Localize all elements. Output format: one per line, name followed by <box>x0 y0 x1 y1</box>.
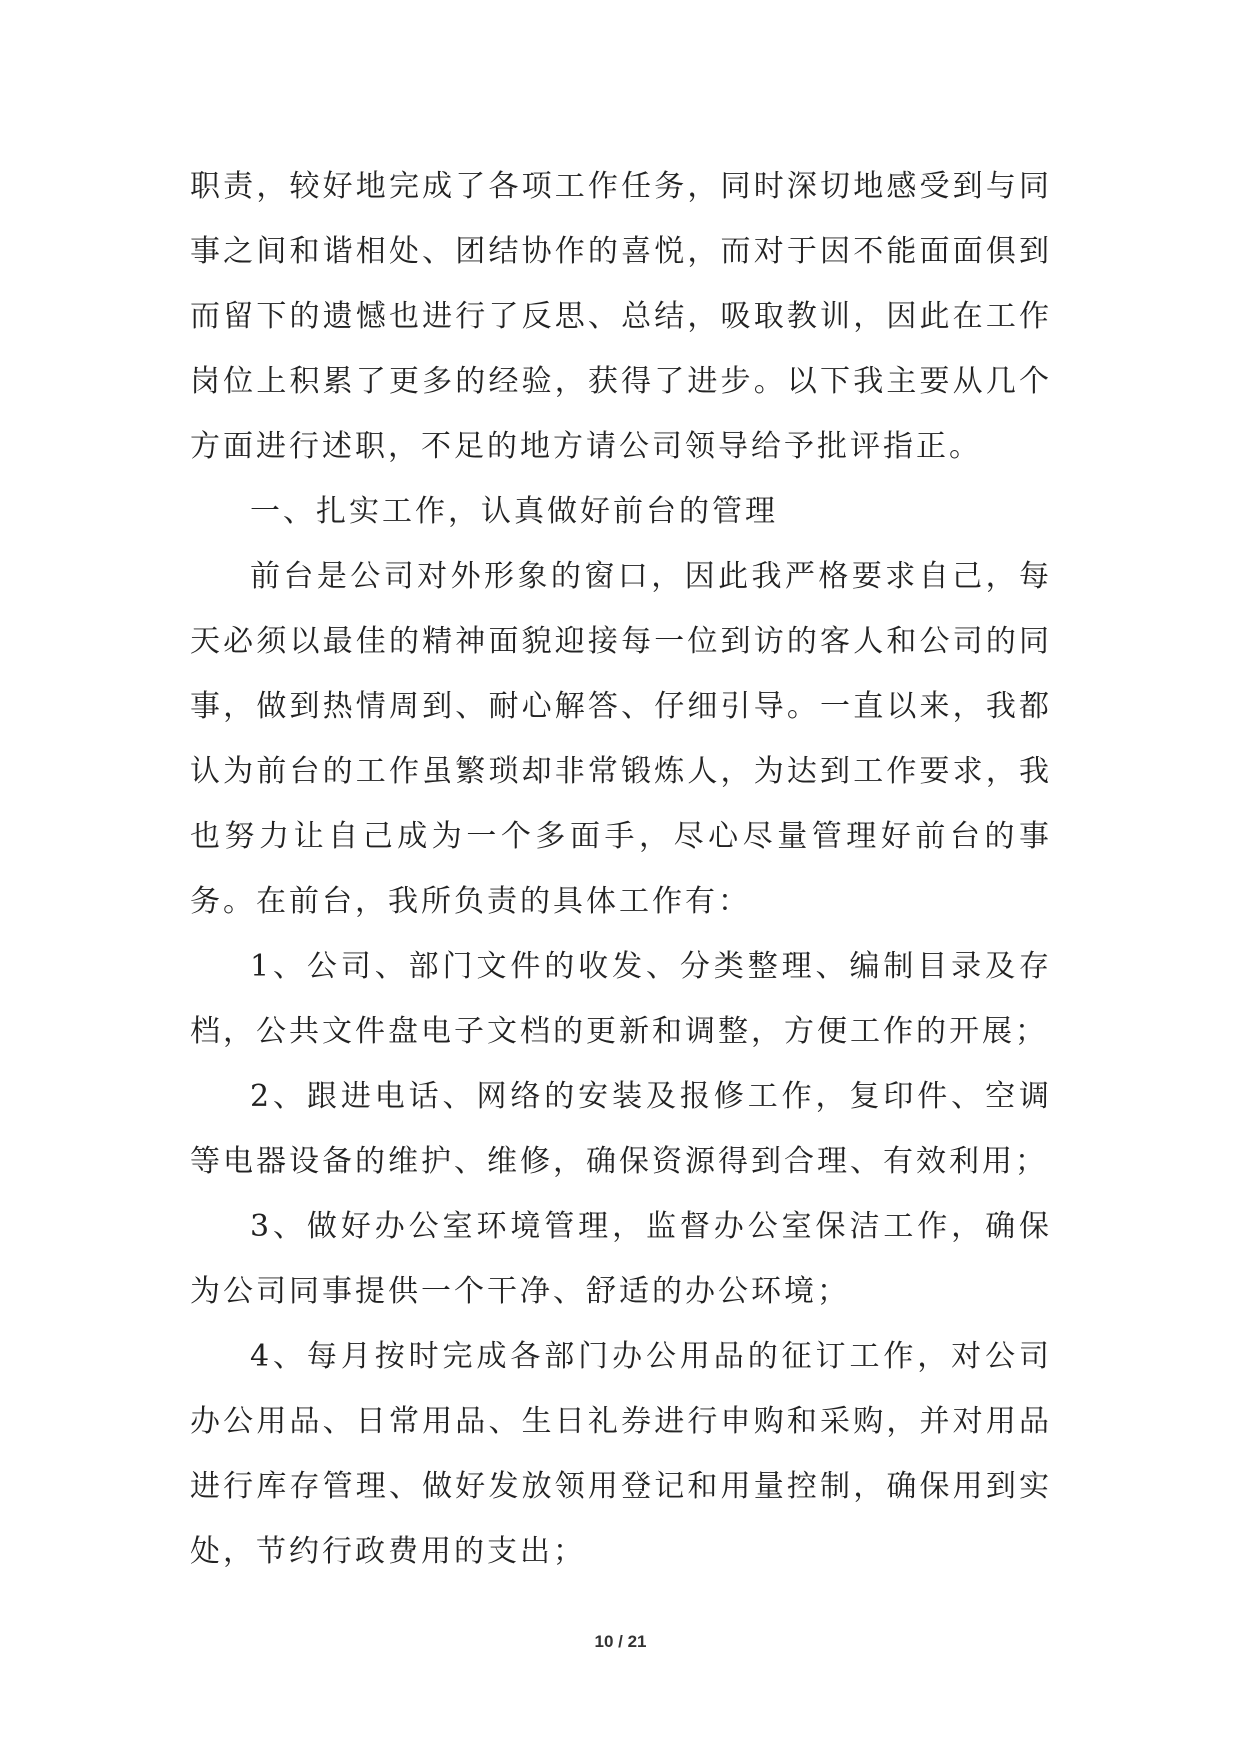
paragraph-front-desk-intro: 前台是公司对外形象的窗口，因此我严格要求自己，每天必须以最佳的精神面貌迎接每一位到访的客人和公司的同事，做到热情周到、耐心解答、仔细引导。一直以来，我都认为前台的工作虽繁琐却非常锻炼人，为达到工作要求，我也努力让自己成为一个多面手，尽心尽量管理好前台的事务。在前台，我所负责的具体工作有： <box>190 559 1052 919</box>
document-body <box>190 154 1052 1584</box>
section-heading-front-desk: 一、扎实工作，认真做好前台的管理 <box>250 494 778 529</box>
list-item-3: 3、做好办公室环境管理，监督办公室保洁工作，确保为公司同事提供一个干净、舒适的办公环境； <box>190 1209 1052 1309</box>
list-item-4: 4、每月按时完成各部门办公用品的征订工作，对公司办公用品、日常用品、生日礼券进行申购和采购，并对用品进行库存管理、做好发放领用登记和用量控制，确保用到实处，节约行政费用的支出； <box>190 1339 1052 1569</box>
page-number: 10 / 21 <box>594 1632 647 1651</box>
list-item-2: 2、跟进电话、网络的安装及报修工作，复印件、空调等电器设备的维护、维修，确保资源得到合理、有效利用； <box>190 1079 1052 1179</box>
paragraph-duties-summary: 职责，较好地完成了各项工作任务，同时深切地感受到与同事之间和谐相处、团结协作的喜悦，而对于因不能面面俱到而留下的遗憾也进行了反思、总结，吸取教训，因此在工作岗位上积累了更多的经验，获得了进步。以下我主要从几个方面进行述职，不足的地方请公司领导给予批评指正。 <box>190 169 1052 464</box>
list-item-1: 1、公司、部门文件的收发、分类整理、编制目录及存档，公共文件盘电子文档的更新和调整，方便工作的开展； <box>190 949 1052 1049</box>
